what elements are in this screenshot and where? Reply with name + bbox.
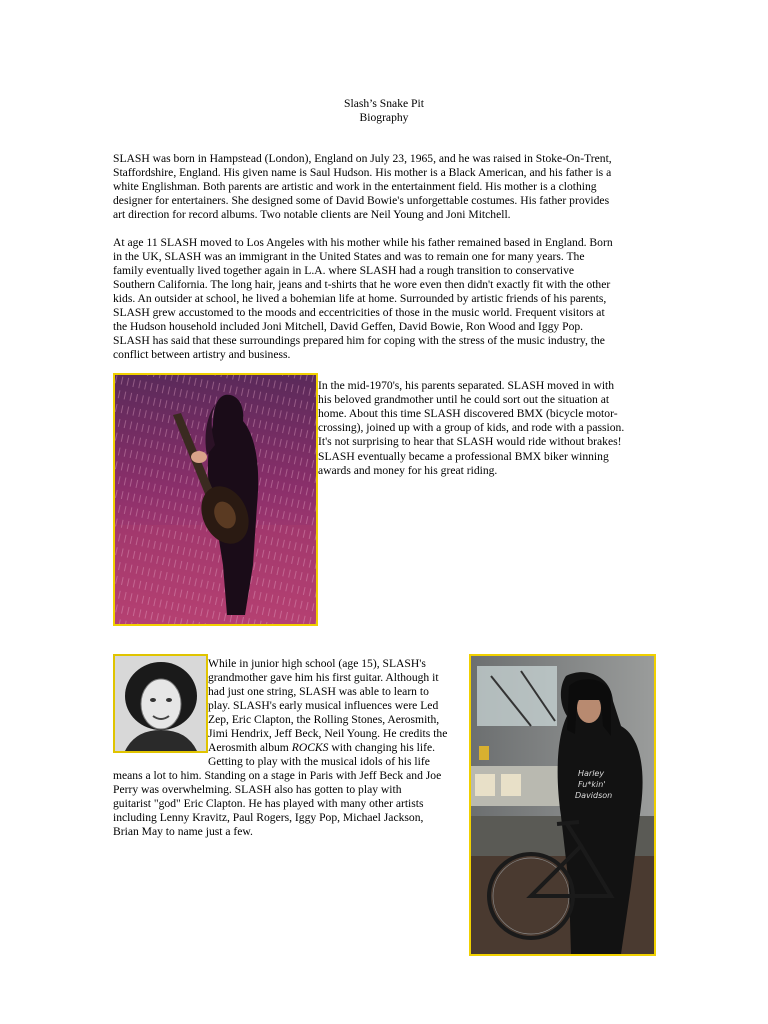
para4-line: grandmother gave him his first guitar. Although it [208, 671, 439, 684]
page-title: Slash’s Snake Pit [344, 97, 424, 110]
page-subtitle: Biography [359, 111, 409, 124]
para4-line: Jimi Hendrix, Jeff Beck, Neil Young. He credits the [208, 727, 448, 740]
para3-line: In the mid-1970's, his parents separated. SLASH moved in with [318, 379, 615, 392]
para4-line: including Lenny Kravitz, Paul Rogers, Iggy Pop, Michael Jackson, [113, 811, 424, 824]
para2-line: conflict between artistry and business. [113, 348, 291, 361]
para4-line: means a lot to him. Standing on a stage in Paris with Jeff Beck and Joe [113, 769, 442, 782]
para3-line: awards and money for his great riding. [318, 464, 498, 477]
para4-line-album [208, 741, 435, 755]
para2-line: SLASH has said that these surroundings prepared him for coping with the stress of the music industry, the [113, 334, 605, 347]
para1-line: art direction for record albums. Two notable clients are Neil Young and Joni Mitchell. [113, 208, 511, 221]
album-suffix: with changing his life. [328, 741, 436, 754]
para1-line: Staffordshire, England. His given name is Saul Hudson. His mother is a Black American, and his father is a [113, 166, 612, 179]
para4-line: play. SLASH's early musical influences were Led [208, 699, 439, 712]
para1-line: white Englishman. Both parents are artistic and work in the entertainment field. His mother is a clothing [113, 180, 597, 193]
para4-line: Getting to play with the musical idols of his life [208, 755, 430, 768]
para3-line: SLASH eventually became a professional BMX biker winning [318, 450, 609, 463]
para2-line: family eventually lived together again in L.A. where SLASH had a rough transition to conservative [113, 264, 575, 277]
shirt-text-2: Fu*kin' [578, 780, 606, 789]
para4-line: Perry was overwhelming. SLASH also has gotten to play with [113, 783, 402, 796]
para2-line: SLASH grew accustomed to the moods and eccentricities of those in the music world. Frequent visitors at [113, 306, 605, 319]
para3-line: home. About this time SLASH discovered BMX (bicycle motor- [318, 407, 618, 420]
school-portrait-image [115, 656, 206, 751]
photo-slash-school-portrait [113, 654, 208, 753]
photo-slash-bmx-bus [469, 654, 656, 956]
bmx-bus-image [471, 656, 654, 954]
shirt-text-3: Davidson [575, 791, 613, 800]
para4-line: guitarist "god" Eric Clapton. He has played with many other artists [113, 797, 424, 810]
para1-line: designer for entertainers. She designed some of David Bowie's unforgettable costumes. His father provides [113, 194, 610, 207]
para2-line: Southern California. The long hair, jeans and t-shirts that he wore even then didn't exactly fit with the other [113, 278, 611, 291]
para2-line: the Hudson household included Joni Mitchell, David Geffen, David Bowie, Ron Wood and Iggy Pop. [113, 320, 584, 333]
shirt-text-1: Harley [578, 769, 605, 778]
para1-line: SLASH was born in Hampstead (London), England on July 23, 1965, and he was raised in Stoke-On-Trent, [113, 152, 612, 165]
para3-line: his beloved grandmother until he could sort out the situation at [318, 393, 610, 406]
para4-line: had just one string, SLASH was able to learn to [208, 685, 429, 698]
para2-line: At age 11 SLASH moved to Los Angeles with his mother while his father remained based in England. Born [113, 236, 613, 249]
para2-line: in the UK, SLASH was an immigrant in the United States and was to remain one for many years. The [113, 250, 585, 263]
para4-line: Brian May to name just a few. [113, 825, 253, 838]
album-title: ROCKS [291, 741, 329, 754]
para4-line: While in junior high school (age 15), SLASH's [208, 657, 426, 670]
para3-line: It's not surprising to hear that SLASH would ride without brakes! [318, 435, 622, 448]
para4-line: Zep, Eric Clapton, the Rolling Stones, Aerosmith, [208, 713, 440, 726]
para2-line: kids. An outsider at school, he lived a bohemian life at home. Surrounded by artistic friends of his parents, [113, 292, 607, 305]
album-prefix: Aerosmith album [208, 741, 292, 754]
para3-line: crossing), joined up with a group of kids, and rode with a passion. [318, 421, 625, 434]
guitar-rain-image [115, 375, 316, 624]
photo-slash-guitar-rain [113, 373, 318, 626]
